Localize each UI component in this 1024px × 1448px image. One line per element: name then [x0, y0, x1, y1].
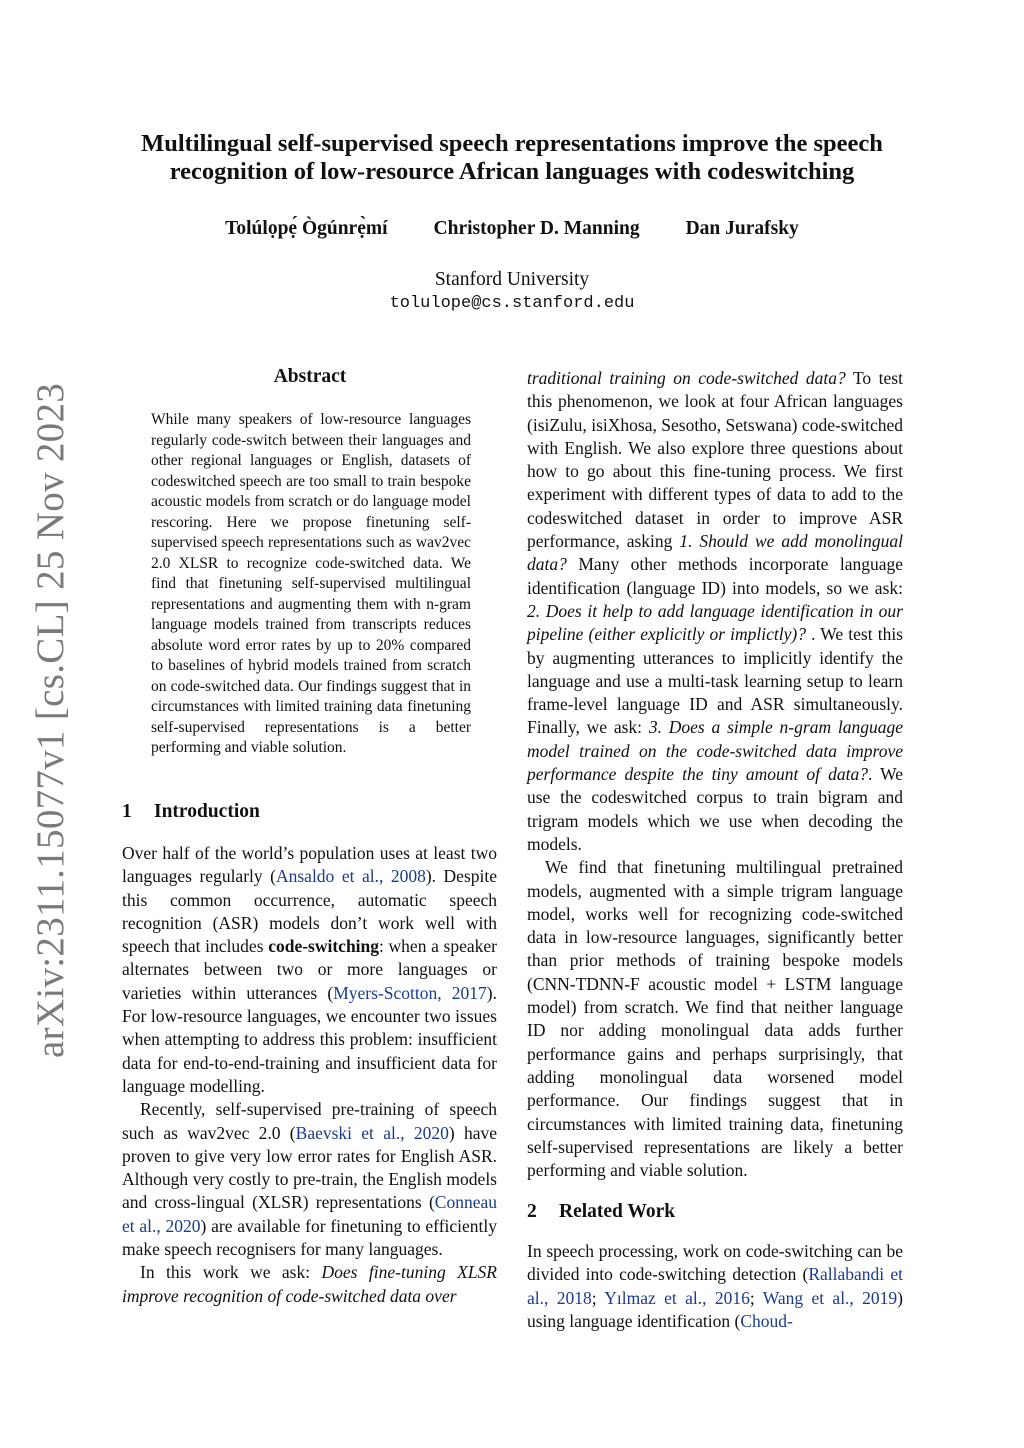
intro-paragraph: traditional training on code-switched data? To test this phenomenon, we look at four African languages (isiZulu, isiXhosa, Sesotho, Setswana) code-switched with English. We also explore three questions about how to go about this fine-tuning process. We first experiment with different types of data to add to the codeswitched dataset in order to improve ASR performance, asking 1. Should we add monolingual data? Many other methods incorporate language identification (language ID) into models, so we ask: 2. Does it help to add language identification in our pipeline (either explicitly or implictly)? . We test this by augmenting utterances to implicitly identify the language and use a multi-task learning setup to learn frame-level language ID and ASR simultaneously. Finally, we ask: 3. Does a simple n-gram language model trained on the code-switched data improve performance despite the tiny amount of data?. We use the codeswitched corpus to train bigram and trigram models which we use when decoding the models. [527, 368, 904, 854]
intro-paragraph: We find that finetuning multilingual pretrained models, augmented with a simple trigram language model, works well for recognizing code-switched data in low-resource languages, significantly better than prior methods of training bespoke models (CNN-TDNN-F acoustic model + LSTM language model) from scratch. We find that neither language ID nor adding monolingual data adds further performance gains and perhaps surprisingly, that adding monolingual data worsened model performance. Our findings suggest that in circumstances with limited training data, finetuning self-supervised representations are likely a better performing and viable solution. [527, 857, 903, 1181]
citation-link[interactable]: Ansaldo et al., 2008 [275, 866, 426, 887]
related-work-body [527, 1240, 903, 1333]
citation-link[interactable]: Wang et al., 2019 [762, 1287, 898, 1308]
intro-paragraph: Recently, self-supervised pre-training of speech such as wav2vec 2.0 (Baevski et al., 2020) have proven to give very low error rates for English ASR. Although very costly to pre-train, the English models and cross-lingual (XLSR) representations (Conneau et al., 2020) are available for finetuning to efficiently make speech recognisers for many languages. [122, 1099, 498, 1260]
citation-link[interactable]: Rallabandi et al., 2018 [527, 1264, 903, 1308]
affiliation-block [100, 268, 924, 316]
research-question: 3. Does a simple n-gram language model trained on the code-switched data improve performance despite the tiny amount of data? [527, 717, 904, 785]
abstract-heading: Abstract [273, 366, 347, 387]
section-title: Introduction [154, 801, 260, 822]
related-paragraph: In speech processing, work on code-switching can be divided into code-switching detection (Rallabandi et al., 2018; Yılmaz et al., 2016; Wang et al., 2019) using language identification (Choud- [527, 1241, 903, 1331]
left-column-body [122, 842, 497, 1308]
right-column-body [527, 367, 903, 1182]
author-email: tolulope@cs.stanford.edu [389, 294, 635, 313]
research-question: Does fine-tuning XLSR improve recognition of code-switched data over [122, 1262, 497, 1306]
abstract-text: While many speakers of low-resource languages regularly code-switch between their languages and other regional languages or English, datasets of codeswitched speech are too small to train bespoke acoustic models from scratch or do language model rescoring. Here we propose finetuning self-supervised speech representations such as wav2vec 2.0 XLSR to recognize code-switched data. We find that finetuning self-supervised multilingual representations and augmenting them with n-gram language models trained from transcripts reduces absolute word error rates by up to 20% compared to baselines of hybrid models trained from scratch on code-switched data. Our findings suggest that in circumstances with limited training data finetuning self-supervised representations is a better performing and viable solution. [151, 411, 471, 756]
author-name: Christopher D. Manning [433, 218, 640, 239]
author-list [100, 218, 924, 240]
citation-link[interactable]: Myers-Scotton, 2017 [333, 982, 487, 1003]
affiliation: Stanford University [434, 269, 590, 290]
research-question: 2. Does it help to add language identification in our pipeline (either explicitly or implictly)? [527, 600, 903, 645]
author-name: Tolúlọpẹ́ Ògúnrẹ̀mí [225, 218, 388, 239]
section-number: 2 [527, 1201, 537, 1222]
research-question: 1. Should we add monolingual data? [527, 531, 903, 575]
citation-link[interactable]: Conneau et al., 2020 [122, 1192, 497, 1236]
section-title: Related Work [559, 1201, 676, 1222]
citation-link[interactable]: Baevski et al., 2020 [295, 1122, 449, 1143]
key-term: code-switching [268, 936, 380, 957]
research-question: traditional training on code-switched data? [527, 368, 846, 388]
intro-paragraph: In this work we ask: Does fine-tuning XLSR improve recognition of code-switched data over [122, 1262, 497, 1306]
arxiv-identifier-stamp: arXiv:2311.15077v1 [cs.CL] 25 Nov 2023 [29, 382, 72, 1058]
section-number: 1 [122, 801, 132, 822]
citation-link[interactable]: Choud- [740, 1310, 793, 1331]
section-heading-related-work [527, 1201, 675, 1223]
section-heading-introduction [122, 801, 260, 823]
intro-paragraph: Over half of the world’s population uses at least two languages regularly (Ansaldo et al., 2008). Despite this common occurrence, automatic speech recognition (ASR) models don’t work well with speech that includes code-switching: when a speaker alternates between two or more languages or varieties within utterances (Myers-Scotton, 2017). For low-resource languages, we encounter two issues when attempting to address this problem: insufficient data for end-to-end-training and insufficient data for language modelling. [122, 843, 498, 1096]
author-name: Dan Jurafsky [685, 218, 799, 239]
paper-title: Multilingual self-supervised speech representations improve the speech recognition of low-resource African languages with codeswitching [141, 130, 883, 185]
citation-link[interactable]: Yılmaz et al., 2016 [604, 1287, 750, 1308]
